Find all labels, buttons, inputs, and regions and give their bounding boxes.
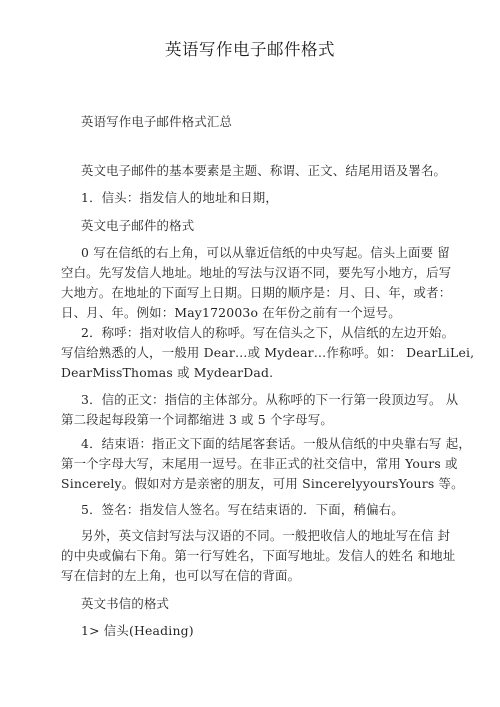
paragraph-line: 另外，英文信封写法与汉语的不同。一般把收信人的地址写在信 封 — [81, 528, 451, 543]
paragraph-line: 第一个字母大写，末尾用一逗号。在非正式的社交信中，常用 Yours 或 — [61, 456, 458, 471]
paragraph-line: 大地方。在地址的下面写上日期。日期的顺序是：月、日、年，或者： — [61, 285, 452, 300]
item-1-header: 1．信头：指发信人的地址和日期， — [81, 190, 278, 205]
item-4-paragraph — [61, 434, 471, 494]
paragraph-line: 0 写在信纸的右上角，可以从靠近信纸的中央写起。信头上面要 留 — [81, 245, 450, 260]
document-title: 英语写作电子邮件格式 — [165, 40, 335, 59]
paragraph-line: 第二段起每段第一个词都缩进 3 或 5 个字母写。 — [61, 412, 333, 427]
envelope-paragraph — [61, 526, 456, 586]
section-heading-email-format: 英文电子邮件的格式 — [81, 218, 195, 233]
paragraph-line: DearMissThomas 或 MydearDad. — [61, 365, 274, 380]
paragraph-line: 写在信封的左上角，也可以写在信的背面。 — [61, 568, 301, 583]
paragraph-line: 3．信的正文：指信的主体部分。从称呼的下一行第一段顶边写。 从 — [81, 392, 459, 407]
paragraph-line: 写信给熟悉的人，一般用 Dear…或 Mydear…作称呼。如： DearLiLei, — [61, 345, 475, 360]
paragraph-line: 的中央或偏右下角。第一行写姓名，下面写地址。发信人的姓名 和地址 — [61, 548, 456, 563]
paragraph-line: 4．结束语：指正文下面的结尾客套话。一般从信纸的中央靠右写 起， — [81, 436, 471, 451]
paragraph-line: Sincerely。假如对方是亲密的朋友，可用 SincerelyyoursYours 等。 — [61, 476, 464, 491]
paragraph-line: 2．称呼：指对收信人的称呼。写在信头之下，从信纸的左边开始。 — [81, 325, 455, 340]
section-heading-letter-format: 英文书信的格式 — [81, 596, 170, 611]
paragraph-line: 日、月、年。例如：May172003o 在年份之前有一个逗号。 — [61, 305, 401, 320]
subtitle: 英语写作电子邮件格式汇总 — [81, 114, 233, 129]
heading-item: 1> 信头(Heading) — [81, 623, 194, 638]
item-3-paragraph — [61, 390, 459, 430]
intro-paragraph: 英文电子邮件的基本要素是主题、称谓、正文、结尾用语及署名。 — [81, 163, 447, 178]
item-5-paragraph: 5．签名：指发信人签名。写在结束语的．下面，稍偏右。 — [81, 502, 404, 517]
paragraph-line: 空白。先写发信人地址。地址的写法与汉语不同，要先写小地方，后写 — [61, 265, 452, 280]
item-2-paragraph — [61, 323, 475, 383]
item-0-paragraph — [61, 243, 452, 323]
